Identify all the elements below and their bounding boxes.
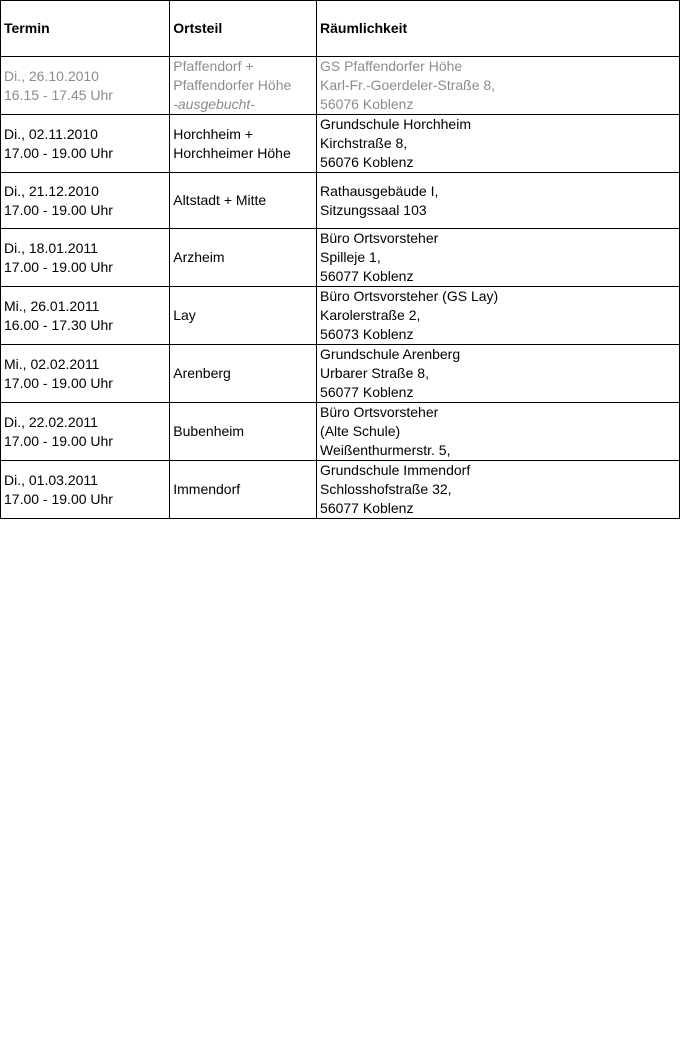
raum-line: Karl-Fr.-Goerdeler-Straße 8, — [320, 77, 496, 93]
ortsteil-line: Horchheim + — [173, 125, 253, 142]
termin-time: 17.00 - 19.00 Uhr — [4, 201, 113, 218]
raum-line: 56077 Koblenz — [320, 384, 414, 400]
ortsteil-line: Altstadt + Mitte — [173, 192, 267, 208]
raum-line: Karolerstraße 2, — [320, 307, 421, 323]
termin-date: Di., 22.02.2011 — [4, 413, 98, 430]
header-raeumlichkeit: Räumlichkeit — [317, 1, 680, 57]
raum-line: Grundschule Horchheim — [320, 116, 471, 132]
cell-ortsteil — [170, 229, 317, 287]
termin-date: Di., 21.12.2010 — [4, 182, 99, 199]
raum-line: 56077 Koblenz — [320, 500, 414, 516]
cell-raeumlichkeit — [317, 57, 680, 115]
cell-raeumlichkeit — [317, 461, 680, 519]
termin-date: Mi., 26.01.2011 — [4, 297, 100, 314]
cell-ortsteil — [170, 115, 317, 173]
cell-raeumlichkeit — [317, 173, 680, 229]
schedule-table — [0, 0, 680, 519]
cell-raeumlichkeit — [317, 403, 680, 461]
cell-termin — [1, 115, 170, 173]
ortsteil-line: Arenberg — [173, 365, 231, 381]
header-row — [1, 1, 680, 57]
termin-date: Di., 01.03.2011 — [4, 471, 98, 488]
cell-termin — [1, 345, 170, 403]
table-row — [1, 461, 680, 519]
ortsteil-line: Lay — [173, 307, 196, 323]
ortsteil-line: Horchheimer Höhe — [173, 144, 291, 161]
raum-line: Weißenthurmerstr. 5, — [320, 442, 451, 458]
raum-line: 56073 Koblenz — [320, 326, 414, 342]
termin-time: 16.15 - 17.45 Uhr — [4, 86, 113, 103]
raum-line: (Alte Schule) — [320, 423, 401, 439]
termin-time: 17.00 - 19.00 Uhr — [4, 374, 113, 391]
termin-date: Di., 02.11.2010 — [4, 125, 98, 142]
table-row — [1, 403, 680, 461]
cell-termin — [1, 173, 170, 229]
termin-date: Mi., 02.02.2011 — [4, 355, 100, 372]
cell-raeumlichkeit — [317, 229, 680, 287]
raum-line: GS Pfaffendorfer Höhe — [320, 58, 463, 74]
cell-termin — [1, 57, 170, 115]
cell-raeumlichkeit — [317, 287, 680, 345]
ortsteil-line: Pfaffendorf + — [173, 58, 254, 74]
raum-line: Urbarer Straße 8, — [320, 365, 429, 381]
table-row — [1, 115, 680, 173]
ortsteil-line: Arzheim — [173, 249, 225, 265]
termin-time: 16.00 - 17.30 Uhr — [4, 316, 113, 333]
raum-line: Spilleje 1, — [320, 249, 381, 265]
cell-termin — [1, 461, 170, 519]
termin-time: 17.00 - 19.00 Uhr — [4, 144, 113, 161]
table-row — [1, 287, 680, 345]
termin-date: Di., 26.10.2010 — [4, 67, 99, 84]
raum-line: Kirchstraße 8, — [320, 135, 408, 151]
table-row — [1, 57, 680, 115]
cell-raeumlichkeit — [317, 345, 680, 403]
cell-ortsteil — [170, 461, 317, 519]
header-termin: Termin — [1, 1, 170, 57]
table-row — [1, 173, 680, 229]
raum-line: Grundschule Immendorf — [320, 462, 471, 478]
raum-line: Büro Ortsvorsteher — [320, 230, 439, 246]
cell-termin — [1, 403, 170, 461]
raum-line: 56077 Koblenz — [320, 268, 414, 284]
cell-ortsteil — [170, 173, 317, 229]
raum-line: 56076 Koblenz — [320, 96, 414, 112]
raum-line: Rathausgebäude I, — [320, 182, 439, 199]
cell-ortsteil — [170, 403, 317, 461]
termin-time: 17.00 - 19.00 Uhr — [4, 490, 113, 507]
status-note: -ausgebucht- — [173, 96, 255, 112]
raum-line: Grundschule Arenberg — [320, 346, 461, 362]
termin-time: 17.00 - 19.00 Uhr — [4, 258, 113, 275]
termin-date: Di., 18.01.2011 — [4, 239, 98, 256]
raum-line: 56076 Koblenz — [320, 154, 414, 170]
ortsteil-line: Immendorf — [173, 481, 241, 497]
cell-ortsteil — [170, 345, 317, 403]
raum-line: Schlosshofstraße 32, — [320, 481, 452, 497]
cell-termin — [1, 287, 170, 345]
cell-termin — [1, 229, 170, 287]
ortsteil-line: Bubenheim — [173, 423, 245, 439]
cell-ortsteil — [170, 57, 317, 115]
raum-line: Büro Ortsvorsteher — [320, 404, 439, 420]
cell-ortsteil — [170, 287, 317, 345]
raum-line: Sitzungssaal 103 — [320, 201, 427, 218]
table-row — [1, 345, 680, 403]
header-ortsteil: Ortsteil — [170, 1, 317, 57]
raum-line: Büro Ortsvorsteher (GS Lay) — [320, 288, 499, 304]
termin-time: 17.00 - 19.00 Uhr — [4, 432, 113, 449]
ortsteil-line: Pfaffendorfer Höhe — [173, 77, 292, 93]
cell-raeumlichkeit — [317, 115, 680, 173]
table-row — [1, 229, 680, 287]
